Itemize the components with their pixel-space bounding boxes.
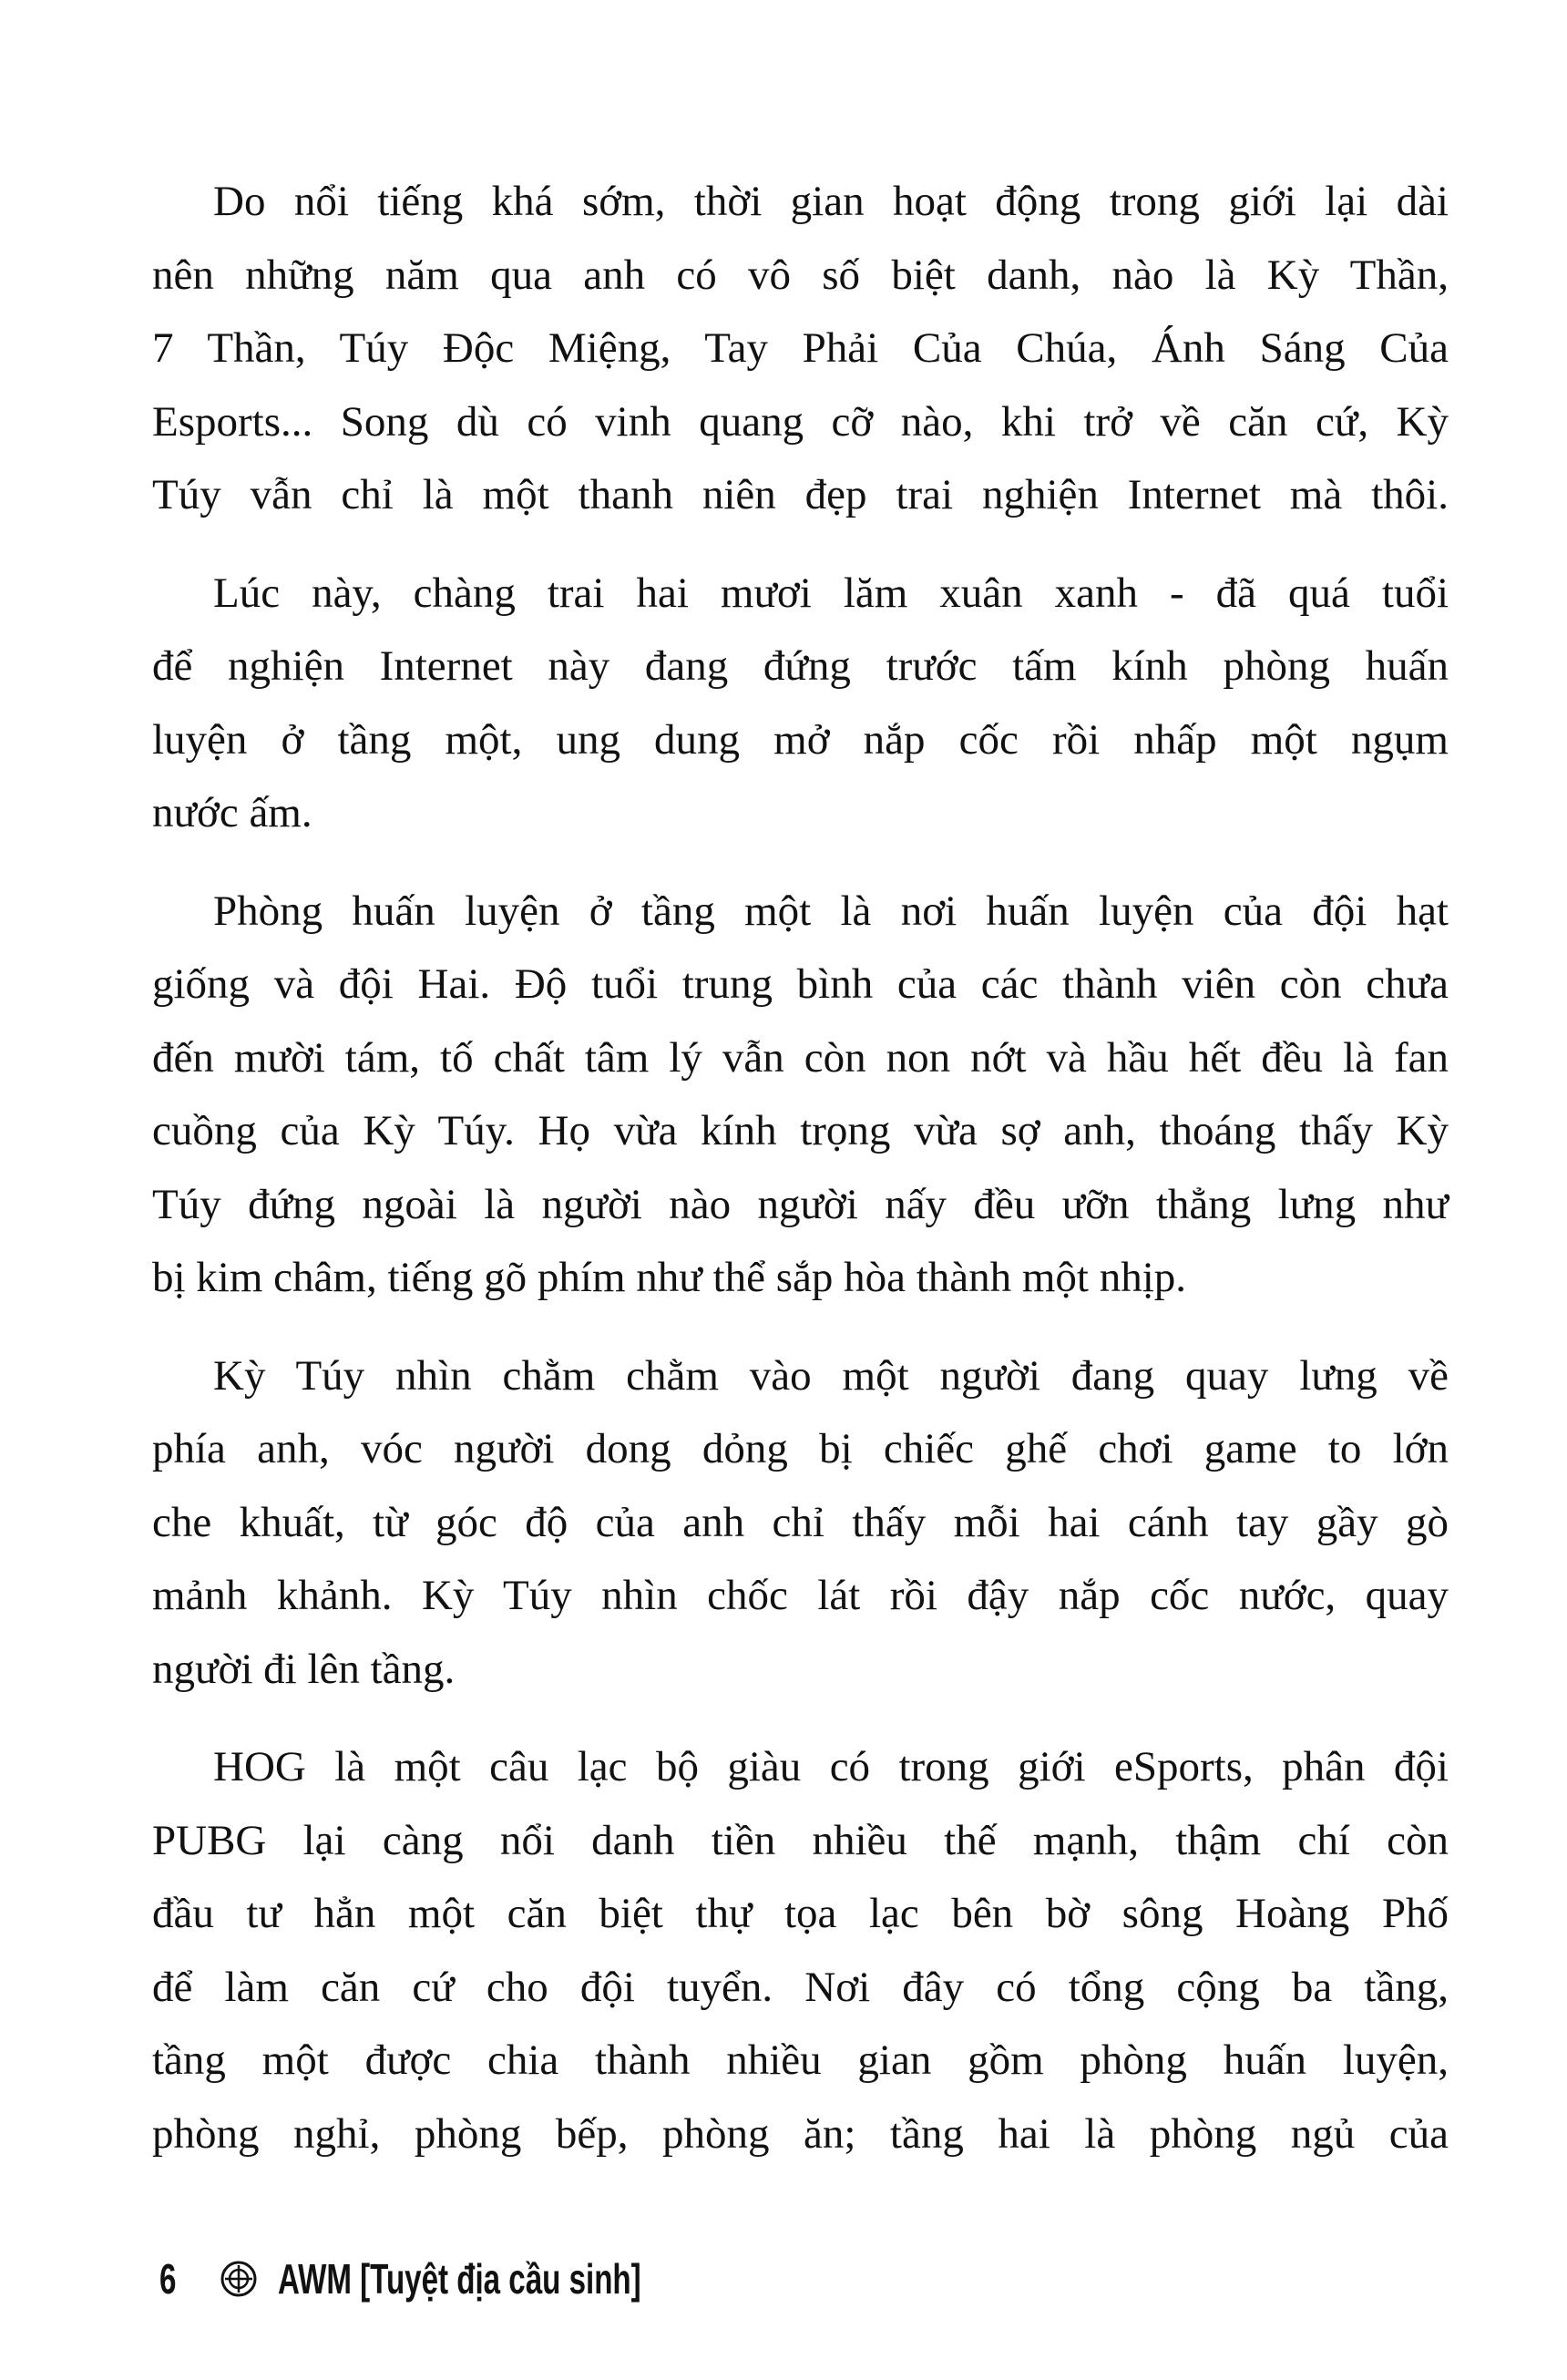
text-line: phòng nghỉ, phòng bếp, phòng ăn; tầng hai là phòng ngủ của xyxy=(152,2109,1449,2158)
page-number-wrap xyxy=(159,2254,220,2303)
paragraph-5 xyxy=(152,1730,1449,2170)
text-line: mảnh khảnh. Kỳ Túy nhìn chốc lát rồi đậy nắp cốc nước, quay xyxy=(152,1572,1449,1619)
text-line: nên những năm qua anh có vô số biệt danh, nào là Kỳ Thần, xyxy=(152,251,1449,299)
paragraph-1 xyxy=(152,165,1449,532)
text-line: cuồng của Kỳ Túy. Họ vừa kính trọng vừa sợ anh, thoáng thấy Kỳ xyxy=(152,1107,1449,1154)
text-line: Túy vẫn chỉ là một thanh niên đẹp trai nghiện Internet mà thôi. xyxy=(152,471,1449,518)
text-line: Lúc này, chàng trai hai mươi lăm xuân xanh - đã quá tuổi xyxy=(213,569,1449,617)
text-line: PUBG lại càng nổi danh tiền nhiều thế mạnh, thậm chí còn xyxy=(152,1816,1449,1864)
text-line: phía anh, vóc người dong dỏng bị chiếc ghế chơi game to lớn xyxy=(152,1425,1449,1472)
crosshair-icon xyxy=(220,2260,258,2298)
paragraph-3 xyxy=(152,875,1449,1315)
page-number: 6 xyxy=(159,2255,177,2303)
text-line: đầu tư hẳn một căn biệt thự tọa lạc bên bờ sông Hoàng Phố xyxy=(152,1890,1449,1937)
text-line: Túy đứng ngoài là người nào người nấy đều ưỡn thẳng lưng như xyxy=(152,1180,1449,1228)
text-line: 7 Thần, Túy Độc Miệng, Tay Phải Của Chúa, Ánh Sáng Của xyxy=(152,324,1449,372)
paragraph-2 xyxy=(152,557,1449,850)
text-line: Do nổi tiếng khá sớm, thời gian hoạt động trong giới lại dài xyxy=(213,178,1449,225)
text-line: để làm căn cứ cho đội tuyển. Nơi đây có tổng cộng ba tầng, xyxy=(152,1963,1449,2011)
text-line: bị kim châm, tiếng gõ phím như thể sắp hòa thành một nhịp. xyxy=(152,1254,1187,1301)
paragraph-4 xyxy=(152,1339,1449,1707)
text-line: Phòng huấn luyện ở tầng một là nơi huấn luyện của đội hạt xyxy=(213,887,1449,935)
body-text xyxy=(152,165,1449,2170)
text-line: giống và đội Hai. Độ tuổi trung bình của các thành viên còn chưa xyxy=(152,960,1449,1008)
text-line: nước ấm. xyxy=(152,789,312,836)
text-line: Esports... Song dù có vinh quang cỡ nào, khi trở về căn cứ, Kỳ xyxy=(152,397,1449,446)
text-line: Kỳ Túy nhìn chằm chằm vào một người đang quay lưng về xyxy=(213,1351,1449,1400)
text-line: để nghiện Internet này đang đứng trước tấm kính phòng huấn xyxy=(152,642,1449,690)
book-title: AWM [Tuyệt địa cầu sinh] xyxy=(278,2255,641,2303)
text-line: người đi lên tầng. xyxy=(152,1645,456,1693)
text-line: luyện ở tầng một, ung dung mở nắp cốc rồi nhấp một ngụm xyxy=(152,715,1449,764)
text-line: che khuất, từ góc độ của anh chỉ thấy mỗi hai cánh tay gầy gò xyxy=(152,1498,1449,1546)
text-line: tầng một được chia thành nhiều gian gồm phòng huấn luyện, xyxy=(152,2036,1449,2084)
page-footer xyxy=(159,2249,783,2309)
text-line: HOG là một câu lạc bộ giàu có trong giới eSports, phân đội xyxy=(213,1743,1449,1790)
text-line: đến mười tám, tố chất tâm lý vẫn còn non nớt và hầu hết đều là fan xyxy=(152,1033,1449,1082)
